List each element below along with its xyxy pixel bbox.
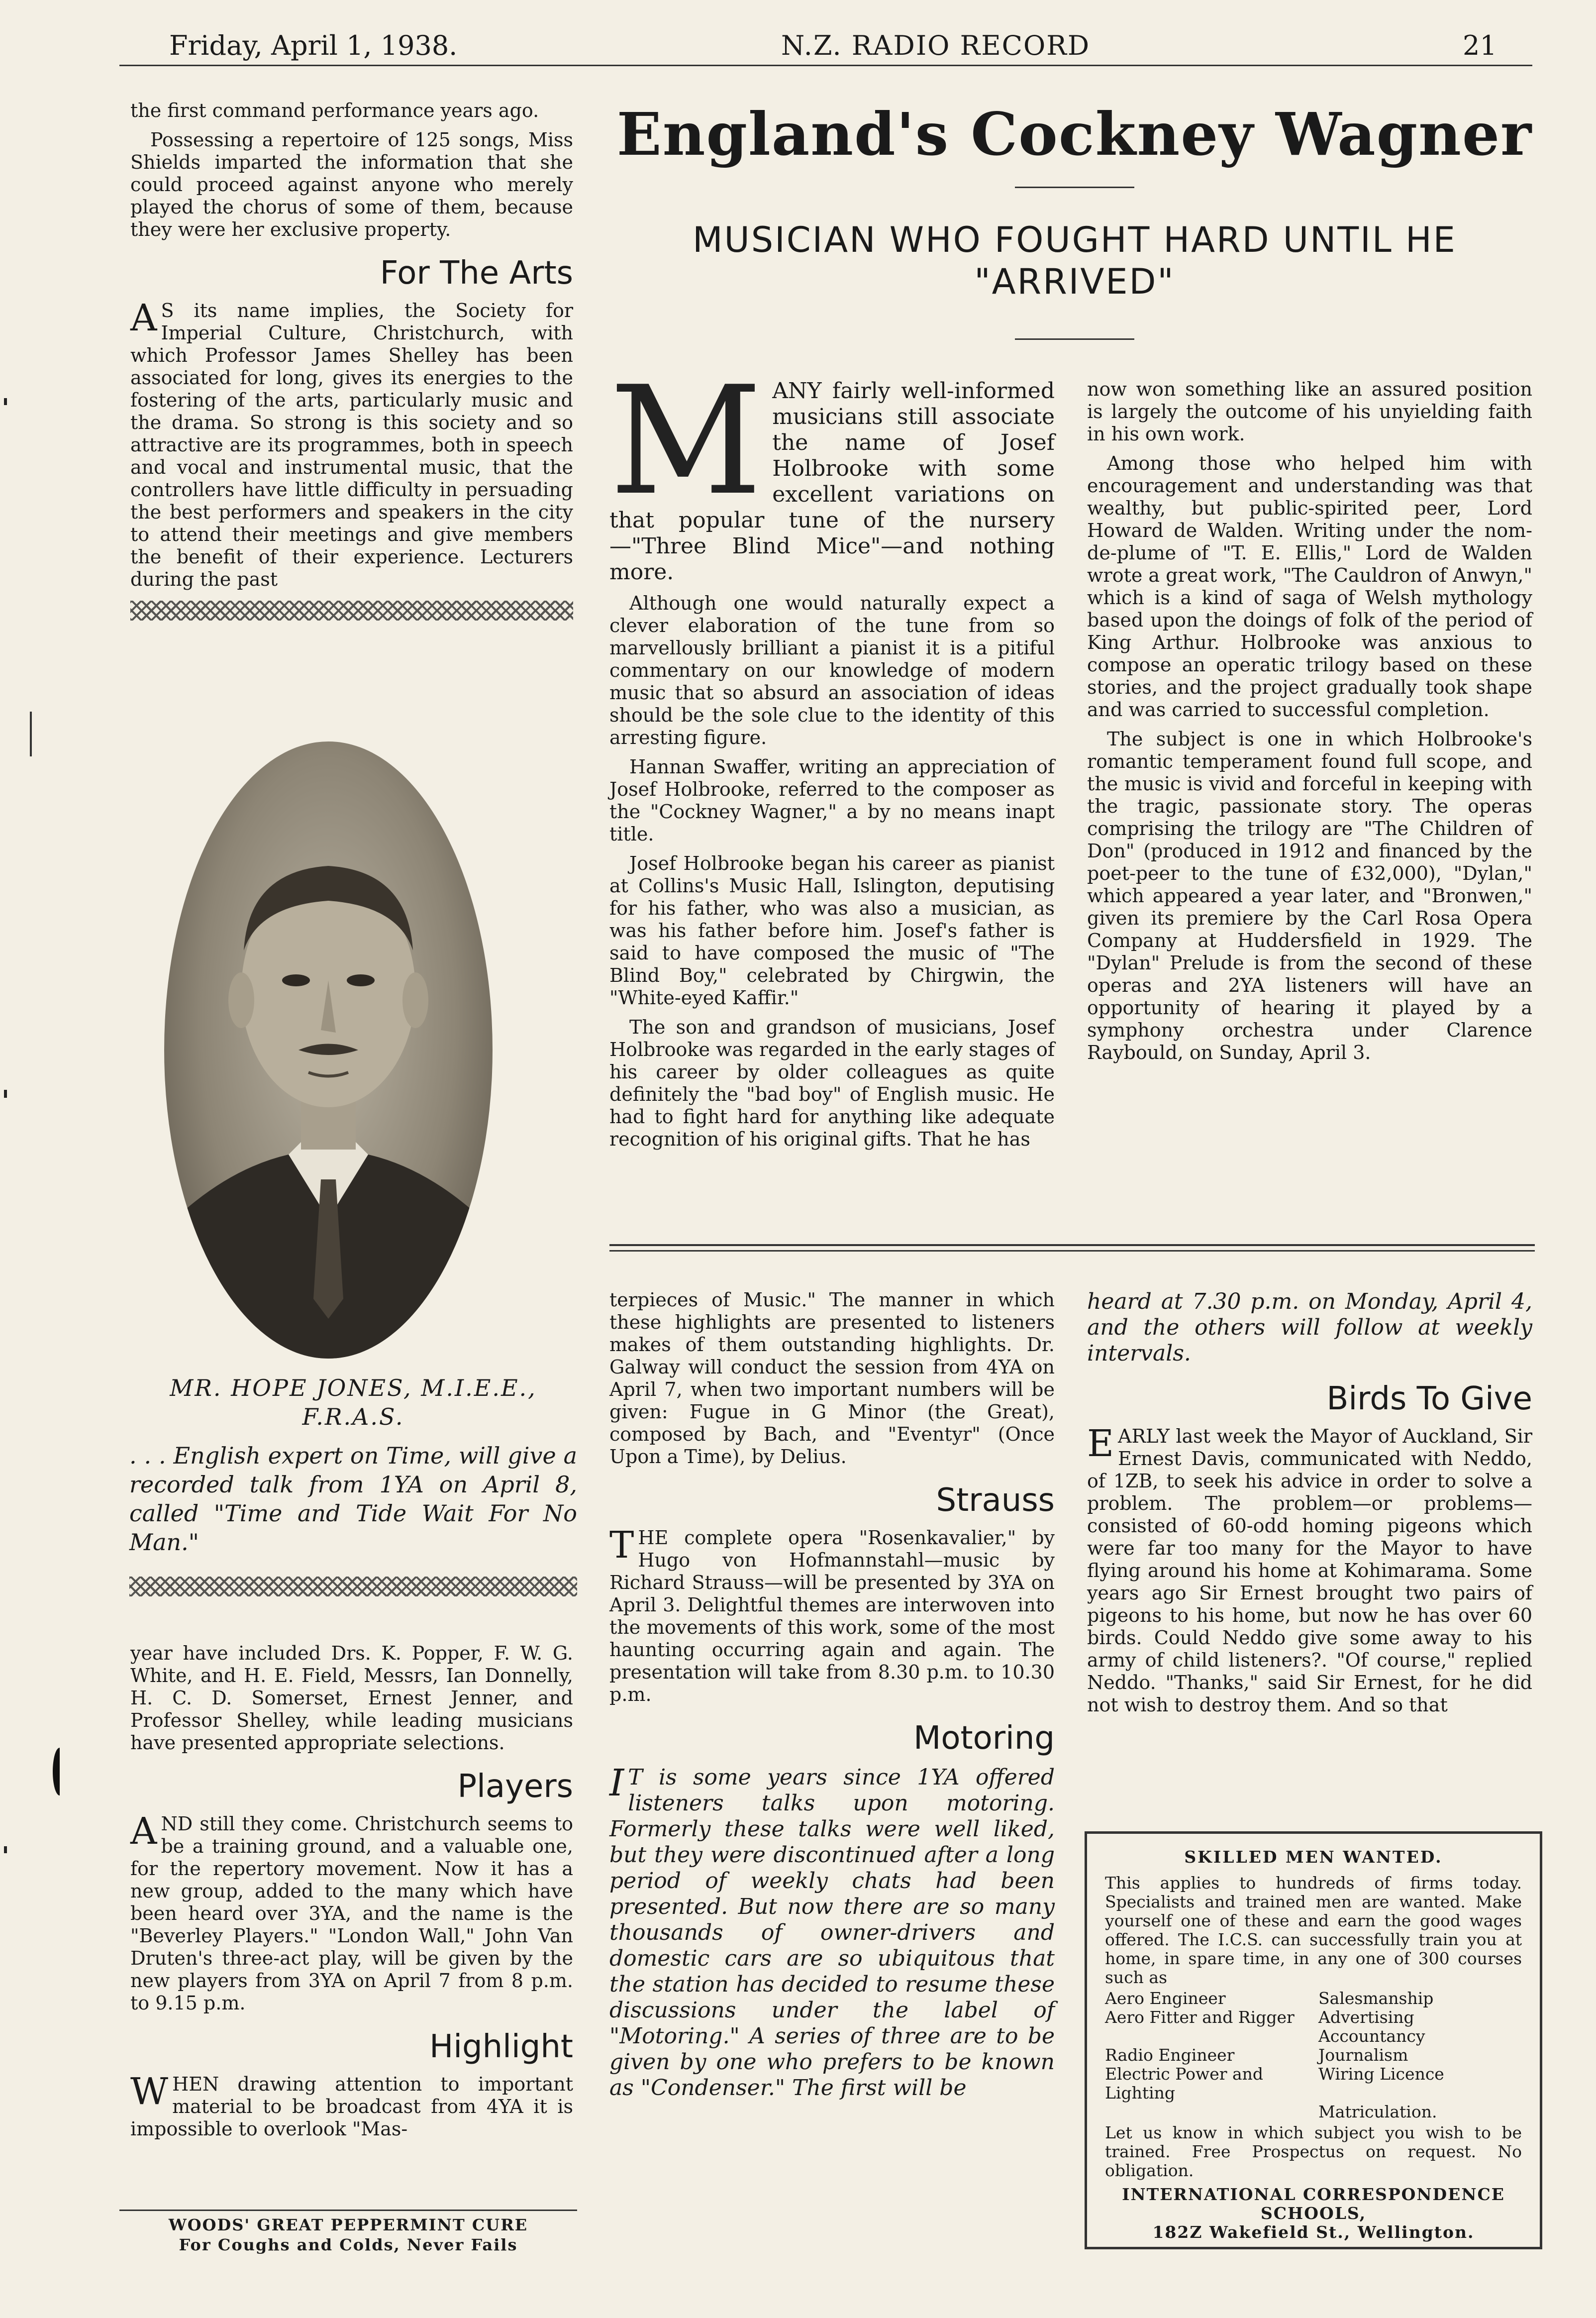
footer-rule — [119, 2210, 577, 2211]
section-heading-motoring: Motoring — [913, 1720, 1055, 1757]
caption-name: MR. HOPE JONES, M.I.E.E., F.R.A.S. — [170, 1374, 537, 1430]
decorative-rule — [129, 1577, 577, 1596]
photo-caption — [129, 1373, 577, 1606]
section-heading-players: Players — [457, 1768, 573, 1805]
feature-column-2 — [1087, 378, 1532, 1071]
players-text: ND still they come. Christchurch seems to be a training ground, and a valuable one, for the repertory movement. Now it has a new group, added to the many which have been heard over 3YA, and the name is the "Beverley Players." "London Wall," John Van Druten's three-act play, will be given by the new players from 3YA on April 7 from 8 p.m. to 9.15 p.m. — [130, 1813, 573, 2014]
paragraph: terpieces of Music." The manner in which these highlights are presented to listeners makes of them outstanding highlights. Dr. Galway will conduct the session from 4YA on April 7, when two important numbers will be given: Fugue in G Minor (the Great), composed by Bach, and "Eventyr" (Once Upon a Time), by Delius. — [609, 1289, 1055, 1468]
paragraph: Hannan Swaffer, writing an appreciation of Josef Holbrooke, referred to the composer as the "Cockney Wagner," a by no means inapt title. — [609, 756, 1055, 845]
portrait-photo — [164, 741, 493, 1359]
footer-advert — [119, 2210, 577, 2255]
paragraph: The son and grandson of musicians, Josef Holbrooke was regarded in the early stages of his career by older colleagues as quite definitely the "bad boy" of English music. He had to fight hard for anything like adequate recognition of his original gifts. That he has — [609, 1016, 1055, 1150]
ear-shape — [402, 972, 428, 1028]
article-headline: England's Cockney Wagner — [616, 100, 1533, 169]
decorative-rule — [130, 601, 573, 621]
ics-advert — [1085, 1831, 1542, 2249]
section-heading-strauss: Strauss — [936, 1482, 1055, 1519]
feature-lead-text: ANY fairly well-informed musicians still associate the name of Josef Holbrooke with some excellent variations on that popular tune of the nursery—"Three Blind Mice"—and nothing more. — [609, 378, 1055, 585]
masthead — [119, 30, 1532, 70]
drop-cap: A — [130, 297, 157, 339]
course-item — [1105, 2103, 1308, 2121]
paragraph: Although one would naturally expect a clever elaboration of the tune from so marvellously brilliant a pianist it is a pitiful commentary on our knowledge of modern music that so absurd an association of ideas should be the sole clue to the identity of this arresting figure. — [609, 592, 1055, 748]
footer-advert-title: WOODS' GREAT PEPPERMINT CURE — [168, 2215, 528, 2234]
course-item: Aero Fitter and Rigger — [1105, 2007, 1295, 2027]
scan-edge-marks — [0, 0, 60, 2318]
course-item: Wiring Licence — [1318, 2064, 1444, 2084]
highlight-paragraph — [130, 2070, 573, 2140]
subhead-rule — [1015, 338, 1134, 340]
course-list — [1105, 1989, 1522, 2121]
paragraph: Among those who helped him with encouragement and understanding was that wealthy, but public-spirited peer, Lord Howard de Walden. Writing under the nom-de-plume of "T. E. Ellis," Lord de Walden wrote a great work, "The Cauldron of Anwyn," which is a kind of saga of Welsh mythology based upon the doings of folk of the period of King Arthur. Holbrooke was anxious to compose an operatic trilogy based on these stories, and the project gradually took shape and was carried to successful completion. — [1087, 452, 1532, 721]
issue-date: Friday, April 1, 1938. — [169, 30, 458, 61]
section-heading-highlight: Highlight — [429, 2028, 573, 2065]
mid-column-lower — [609, 1289, 1055, 2108]
motoring-text: T is some years since 1YA offered listeners talks upon motoring. Formerly these talks were well liked, but they were discontinued after a long period of weekly chats had been presented. But now there are so many thousands of owner-drivers and domestic cars are so ubiquitous that the station has decided to resume these discussions under the label of "Motoring." A series of three are to be given by one who prefers to be known as "Condenser." The first will be — [609, 1765, 1055, 2101]
paragraph: Possessing a repertoire of 125 songs, Miss Shields imparted the information that she could proceed against anyone who merely played the chorus of some of them, because they were her exclusive property. — [130, 129, 573, 240]
course-item: Matriculation. — [1318, 2102, 1437, 2121]
drop-cap: T — [609, 1524, 634, 1567]
section-heading-arts: For The Arts — [380, 255, 573, 292]
paragraph: heard at 7.30 p.m. on Monday, April 4, and the others will follow at weekly intervals. — [1087, 1289, 1532, 1366]
course-item: Aero Engineer — [1105, 1989, 1226, 2008]
players-paragraph — [130, 1810, 573, 2014]
edge-mark — [4, 1846, 7, 1853]
drop-cap: A — [130, 1810, 157, 1853]
drop-cap: W — [130, 2070, 169, 2113]
eye-shape — [282, 974, 310, 986]
edge-mark — [30, 712, 32, 756]
page-number: 21 — [1463, 30, 1497, 61]
course-item: Salesmanship — [1318, 1989, 1434, 2008]
headline-rule — [1015, 187, 1134, 188]
edge-mark — [53, 1748, 60, 1795]
masthead-rule — [119, 65, 1532, 66]
left-column-top — [130, 100, 573, 631]
course-item: Accountancy — [1318, 2026, 1425, 2046]
drop-cap: E — [1087, 1422, 1114, 1465]
right-column-lower — [1087, 1289, 1532, 1723]
edge-mark — [4, 1090, 7, 1098]
ear-shape — [228, 972, 254, 1028]
eye-shape — [347, 974, 375, 986]
paragraph: The subject is one in which Holbrooke's romantic temperament found full scope, and the music is vivid and forceful in keeping with the tragic, passionate story. The operas comprising the trilogy are "The Children of Don" (produced in 1912 and financed by the poet-peer to the tune of £32,000), "Dylan," which appeared a year later, and "Bronwen," given its premiere by the Carl Rosa Opera Company at Huddersfield in 1929. The "Dylan" Prelude is from the second of these operas and 2YA listeners will have an opportunity of hearing it played by a symphony orchestra under Clarence Raybould, on Sunday, April 3. — [1087, 728, 1532, 1063]
arts-paragraph — [130, 297, 573, 591]
strauss-paragraph — [609, 1524, 1055, 1706]
drop-cap: M — [609, 354, 763, 528]
course-item: Journalism — [1318, 2045, 1408, 2065]
article-subhead: MUSICIAN WHO FOUGHT HARD UNTIL HE "ARRIVED" — [693, 219, 1457, 302]
footer-advert-tagline: For Coughs and Colds, Never Fails — [179, 2235, 518, 2254]
edge-mark — [4, 398, 7, 405]
course-item: Advertising — [1318, 2007, 1414, 2027]
section-heading-birds: Birds To Give — [1326, 1380, 1532, 1417]
drop-cap: I — [609, 1762, 624, 1804]
feature-end-rule — [609, 1244, 1535, 1252]
paragraph: now won something like an assured position is largely the outcome of his unyielding faith in his own work. — [1087, 378, 1532, 445]
highlight-text: HEN drawing attention to important material to be broadcast from 4YA it is impossible to overlook "Mas- — [130, 2073, 573, 2140]
birds-paragraph — [1087, 1422, 1532, 1716]
paragraph: year have included Drs. K. Popper, F. W. G. White, and H. E. Field, Messrs, Ian Donnelly, H. C. D. Somerset, Ernest Jenner, and Professor Shelley, while leading musicians have presented appropriate selections. — [130, 1642, 573, 1754]
course-item: Electric Power and Lighting — [1105, 2064, 1264, 2103]
advert-signature: INTERNATIONAL CORRESPONDENCE SCHOOLS, — [1122, 2185, 1505, 2223]
paragraph: the first command performance years ago. — [130, 100, 539, 121]
feature-paragraph-lead — [609, 354, 1055, 585]
strauss-text: HE complete opera "Rosenkavalier," by Hugo von Hofmannstahl—music by Richard Strauss—will be presented by 3YA on April 3. Delightful themes are interwoven into the movements of this work, some of the most haunting occurring again and again. The presentation will take from 8.30 p.m. to 10.30 p.m. — [609, 1527, 1055, 1705]
paragraph: Josef Holbrooke began his career as pianist at Collins's Music Hall, Islington, deputising for his father, who was also a musician, as was his father before him. Josef's father is said to have composed the music of "The Blind Boy," celebrated by Chirgwin, the "White-eyed Kaffir." — [609, 852, 1055, 1009]
motoring-paragraph — [609, 1762, 1055, 2101]
caption-body: . . . English expert on Time, will give a recorded talk from 1YA on April 8, called "Time and Tide Wait For No Man." — [129, 1442, 577, 1556]
course-item: Radio Engineer — [1105, 2045, 1235, 2065]
advert-text: This applies to hundreds of firms today. Specialists and trained men are wanted. Make yourself one of these and earn the good wages offered. The I.C.S. can successfully train you at home, in spare time, in any one of 300 courses such as — [1105, 1873, 1522, 1987]
left-column-bottom — [130, 1642, 573, 2147]
feature-column-1 — [609, 354, 1055, 1158]
arts-text: S its name implies, the Society for Imperial Culture, Christchurch, with which Professor James Shelley has been associated for long, gives its energies to the fostering of the arts, particularly music and the drama. So strong is this society and so attractive are its programmes, both in speech and vocal and instrumental music, that the controllers have little difficulty in persuading the best performers and speakers in the city to attend their meetings and give members the benefit of their experience. Lecturers during the past — [130, 300, 573, 590]
advert-closing: Let us know in which subject you wish to be trained. Free Prospectus on request. No obligation. — [1105, 2123, 1522, 2180]
advert-title: SKILLED MEN WANTED. — [1184, 1847, 1443, 1867]
course-item — [1105, 2027, 1308, 2046]
advert-address: 182Z Wakefield St., Wellington. — [1152, 2222, 1475, 2242]
birds-text: ARLY last week the Mayor of Auckland, Sir Ernest Davis, communicated with Neddo, of 1ZB, to seek his advice in order to solve a problem. The problem—or problems—consisted of 60-odd homing pigeons which were far too many for the Mayor to have flying around his home at Kohimarama. Some years ago Sir Ernest brought two pairs of pigeons to his home, but now he has over 60 birds. Could Neddo give some away to his army of child listeners?. "Of course," replied Neddo. "Thanks," said Sir Ernest, for he did not wish to destroy them. And so that — [1087, 1425, 1532, 1716]
portrait-illustration — [164, 741, 493, 1359]
paper-title: N.Z. RADIO RECORD — [781, 30, 1091, 61]
